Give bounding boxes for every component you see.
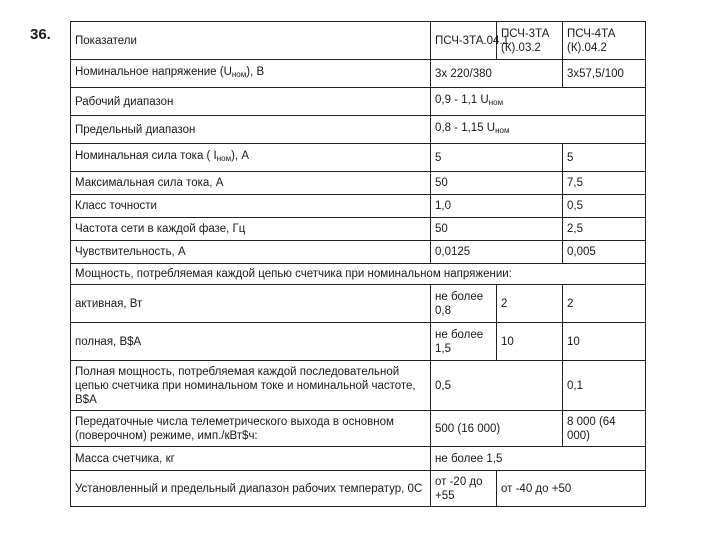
header-param: Показатели — [71, 22, 431, 60]
value-temperature-b: от -40 до +50 — [497, 471, 646, 507]
value-accuracy-a: 1,0 — [431, 195, 563, 218]
value-full-3: 10 — [563, 323, 646, 361]
row-sensitivity — [71, 241, 646, 264]
value-frequency-a: 50 — [431, 218, 563, 241]
row-nominal-current — [71, 144, 646, 172]
row-full-serial-power — [71, 361, 646, 411]
label-telemetry: Передаточные числа телеметрического выхода в основном (поверочном) режиме, имп./кВт$ч: — [71, 411, 431, 447]
row-working-range — [71, 88, 646, 116]
row-full-power — [71, 323, 646, 361]
row-frequency — [71, 218, 646, 241]
label-full-power: полная, В$А — [71, 323, 431, 361]
value-accuracy-b: 0,5 — [563, 195, 646, 218]
label-limit-range: Предельный диапазон — [71, 116, 431, 144]
label-max-current: Максимальная сила тока, А — [71, 172, 431, 195]
value-active-2: 2 — [497, 285, 563, 323]
row-temperature — [71, 471, 646, 507]
row-telemetry — [71, 411, 646, 447]
row-max-current — [71, 172, 646, 195]
header-model-3: ПСЧ-4ТА (К).04.2 — [563, 22, 646, 60]
value-telemetry-b: 8 000 (64 000) — [563, 411, 646, 447]
label-nominal-voltage: Номинальное напряжение $(U_{ном})$, В — [71, 60, 431, 88]
header-model-2: ПСЧ-3ТА (К).03.2 — [497, 22, 563, 60]
label-power-section: Мощность, потребляемая каждой цепью счетчика при номинальном напряжении: — [71, 264, 646, 285]
value-limit-range: 0,8 - 1,15 $U_{ном}$ — [431, 116, 646, 144]
value-active-1: не более 0,8 — [431, 285, 497, 323]
label-full-serial-power: Полная мощность, потребляемая каждой последовательной цепью счетчика при номинальном токе и номинальной частоте, В$А — [71, 361, 431, 411]
row-accuracy — [71, 195, 646, 218]
value-nominal-current-a: 5 — [431, 144, 563, 172]
label-mass: Масса счетчика, кг — [71, 447, 431, 471]
value-full-serial-b: 0,1 — [563, 361, 646, 411]
value-full-2: 10 — [497, 323, 563, 361]
label-frequency: Частота сети в каждой фазе, Гц — [71, 218, 431, 241]
value-sensitivity-b: 0,005 — [563, 241, 646, 264]
row-nominal-voltage — [71, 60, 646, 88]
label-sensitivity: Чувствительность, А — [71, 241, 431, 264]
value-full-1: не более 1,5 — [431, 323, 497, 361]
value-frequency-b: 2,5 — [563, 218, 646, 241]
label-temperature: Установленный и предельный диапазон рабочих температур, 0С — [71, 471, 431, 507]
label-accuracy: Класс точности — [71, 195, 431, 218]
value-max-current-b: 7,5 — [563, 172, 646, 195]
value-nominal-current-b: 5 — [563, 144, 646, 172]
row-power-section — [71, 264, 646, 285]
value-nominal-voltage-a: 3x 220/380 — [431, 60, 563, 88]
value-active-3: 2 — [563, 285, 646, 323]
label-working-range: Рабочий диапазон — [71, 88, 431, 116]
label-active-power: активная, Вт — [71, 285, 431, 323]
value-sensitivity-a: 0,0125 — [431, 241, 563, 264]
value-nominal-voltage-b: 3x57,5/100 — [563, 60, 646, 88]
value-working-range: 0,9 - 1,1 $U_{ном}$ — [431, 88, 646, 116]
row-mass — [71, 447, 646, 471]
value-full-serial-a: 0,5 — [431, 361, 563, 411]
row-limit-range — [71, 116, 646, 144]
label-nominal-current: Номинальная сила тока ( $I_{ном}$), А — [71, 144, 431, 172]
specs-table — [70, 21, 646, 507]
slide-number: 36. — [30, 26, 51, 43]
value-telemetry-a: 500 (16 000) — [431, 411, 563, 447]
value-temperature-a: от -20 до +55 — [431, 471, 497, 507]
value-max-current-a: 50 — [431, 172, 563, 195]
value-mass: не более 1,5 — [431, 447, 646, 471]
row-active-power — [71, 285, 646, 323]
header-model-1: ПСЧ-3ТА.04.1 — [431, 22, 497, 60]
table-header-row — [71, 22, 646, 60]
